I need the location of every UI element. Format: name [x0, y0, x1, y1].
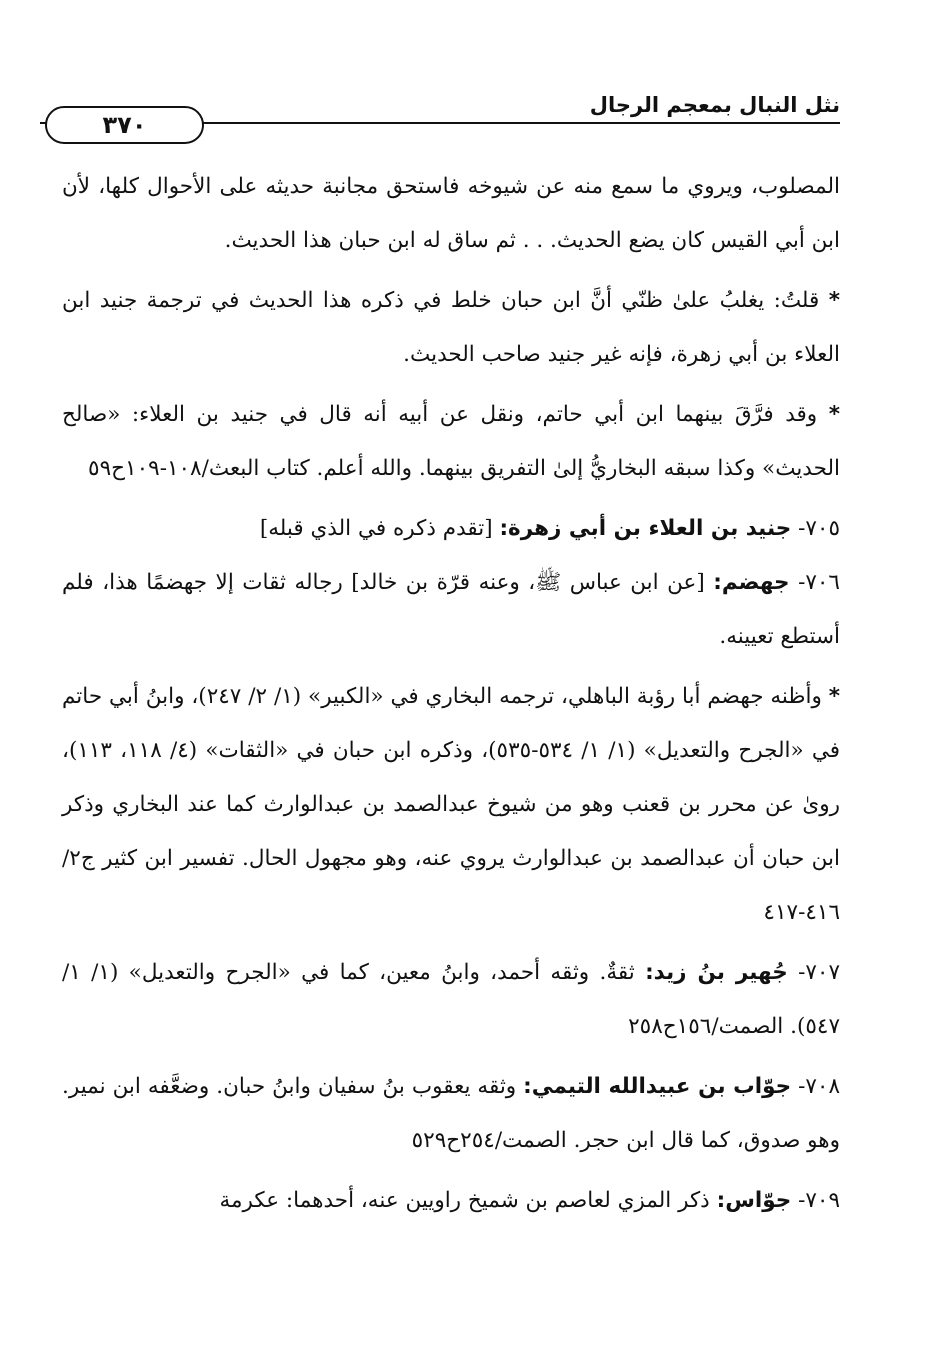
note-paragraph [62, 670, 840, 940]
entry-name: جُهير بنُ زيد: [645, 960, 788, 985]
entry-text: وثقه يعقوب بنُ سفيان وابنُ حبان. وضعَّفه ابن نمير. وهو صدوق، كما قال ابن حجر. الصمت/٢٥٤ح٥٢٩ [62, 1074, 840, 1153]
paragraph-text: وأظنه جهضم أبا رؤبة الباهلي، ترجمه البخاري في «الكبير» (١/ ٢/ ٢٤٧)، وابنُ أبي حاتم في «الجرح والتعديل» (١/ ١/ ٥٣٤-٥٣٥)، وذكره ابن حبان في «الثقات» (٤/ ١١٨، ١١٣)، روىٰ عن محرر بن قعنب وهو من شيوخ عبدالصمد بن عبدالوارث كما عند البخاري وذكر ابن حبان أن عبدالصمد بن عبدالوارث يروي عنه، وهو مجهول الحال. تفسير ابن كثير ج٢/ ٤١٦-٤١٧ [62, 684, 841, 925]
paragraph-continuation [62, 160, 840, 268]
note-paragraph [62, 274, 840, 382]
entry-name: جنيد بن العلاء بن أبي زهرة: [499, 516, 792, 541]
entry-709 [62, 1174, 840, 1228]
entry-number: ٧٠٦- [798, 570, 840, 595]
paragraph-text: وقد فرَّقَ بينهما ابن أبي حاتم، ونقل عن أبيه أنه قال في جنيد بن العلاء: «صالح الحديث» وكذا سبقه البخاريُّ إلىٰ التفريق بينهما. والله أعلم. كتاب البعث/١٠٨-١٠٩ح٥٩ [62, 402, 840, 481]
entry-name: جوّاس: [716, 1188, 792, 1213]
entry-number: ٧٠٨- [798, 1074, 840, 1099]
entry-number: ٧٠٩- [798, 1188, 840, 1213]
entry-705 [62, 502, 840, 556]
page-number: ٣٧٠ [45, 106, 204, 144]
paragraph-text: قلتُ: يغلبُ علىٰ ظنّي أنَّ ابن حبان خلط في ذكره هذا الحديث في ترجمة جنيد ابن العلاء بن أبي زهرة، فإنه غير جنيد صاحب الحديث. [62, 288, 840, 367]
page-header [40, 88, 840, 148]
entry-number: ٧٠٧- [798, 960, 840, 985]
running-title: نثل النبال بمعجم الرجال [580, 90, 840, 120]
note-star: * [828, 288, 840, 313]
entry-text: [عن ابن عباس ﷺ، وعنه قرّة بن خالد] رجاله ثقات إلا جهضمًا هذا، فلم أستطع تعيينه. [62, 570, 840, 649]
entry-706 [62, 556, 840, 664]
entry-text: ذكر المزي لعاصم بن شميخ راويين عنه، أحدهما: عكرمة [219, 1188, 710, 1213]
paragraph-text: المصلوب، ويروي ما سمع منه عن شيوخه فاستحق مجانبة حديثه على الأحوال كلها، لأن ابن أبي القيس كان يضع الحديث. . . ثم ساق له ابن حبان هذا الحديث. [62, 174, 840, 253]
entry-708 [62, 1060, 840, 1168]
entry-number: ٧٠٥- [798, 516, 840, 541]
note-star: * [828, 402, 840, 427]
entry-name: جهضم: [713, 570, 790, 595]
entry-text: ثقةٌ. وثقه أحمد، وابنُ معين، كما في «الجرح والتعديل» (١/ ١/ ٥٤٧). الصمت/١٥٦ح٢٥٨ [62, 960, 840, 1039]
entry-707 [62, 946, 840, 1054]
entry-name: جوّاب بن عبيدالله التيمي: [523, 1074, 792, 1099]
page-body [62, 160, 840, 1228]
note-star: * [828, 684, 841, 709]
note-paragraph [62, 388, 840, 496]
entry-text: [تقدم ذكره في الذي قبله] [259, 516, 493, 541]
